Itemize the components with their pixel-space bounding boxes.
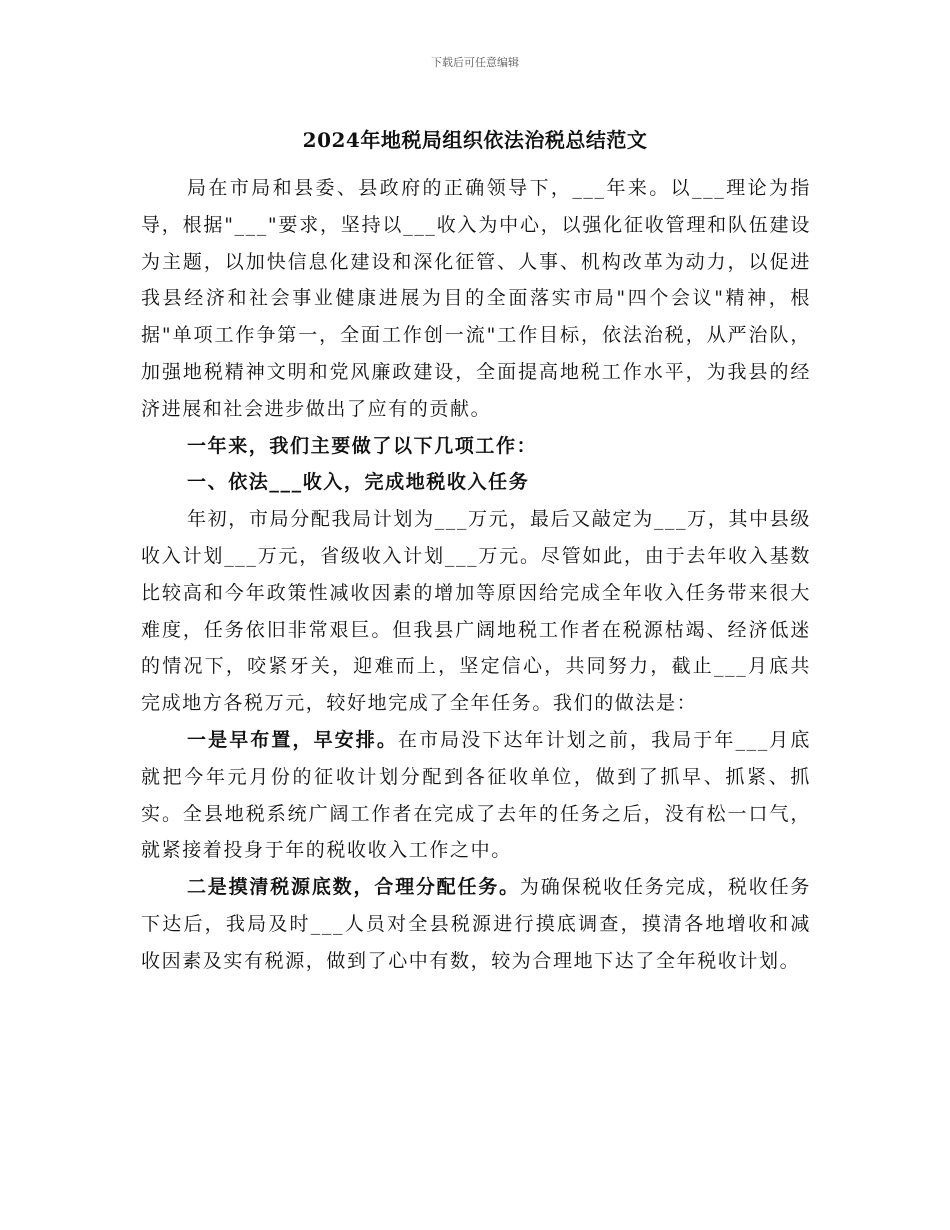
paragraph-revenue: 年初，市局分配我局计划为___万元，最后又敲定为___万，其中县级收入计划___万元，省级收入计划___万元。尽管如此，由于去年收入基数比较高和今年政策性减收因素的增加等原因给完成全年收入任务带来很大难度，任务依旧非常艰巨。但我县广阔地税工作者在税源枯竭、经济低迷的情况下，咬紧牙关，迎难而上，坚定信心，共同努力，截止___月底共完成地方各税万元，较好地完成了全年任务。我们的做法是： <box>141 508 811 715</box>
paragraph-early-planning <box>141 722 811 869</box>
paragraph-intro: 局在市局和县委、县政府的正确领导下，___年来。以___理论为指导，根据"___"要求，坚持以___收入为中心，以强化征收管理和队伍建设为主题，以加快信息化建设和深化征管、人事、机构改革为动力，以促进我县经济和社会事业健康进展为目的全面落实市局"四个会议"精神，根据"单项工作争第一，全面工作创一流"工作目标，依法治税，从严治队，加强地税精神文明和党风廉政建设，全面提高地税工作水平，为我县的经济进展和社会进步做出了应有的贡献。 <box>141 177 811 420</box>
paragraph-lead-1: 一是早布置，早安排。 <box>187 728 398 751</box>
document-title: 2024年地税局组织依法治税总结范文 <box>302 128 648 152</box>
paragraph-body-1: 在市局没下达年计划之前，我局于年___月底就把今年元月份的征收计划分配到各征收单位，做到了抓早、抓紧、抓实。全县地税系统广阔工作者在完成了去年的任务之后，没有松一口气，就紧接着投身于年的税收收入工作之中。 <box>141 728 811 862</box>
summary-heading: 一年来，我们主要做了以下几项工作： <box>187 434 538 457</box>
paragraph-body-2: 为确保税收任务完成，税收任务下达后，我局及时___人员对全县税源进行摸底调查，摸清各地增收和减收因素及实有税源，做到了心中有数，较为合理地下达了全年税收计划。 <box>141 876 811 972</box>
paragraph-tax-source <box>141 869 811 979</box>
paragraph-lead-2: 二是摸清税源底数，合理分配任务。 <box>187 876 520 899</box>
document-body <box>141 170 811 980</box>
section-heading-1: 一、依法___收入，完成地税收入任务 <box>187 471 530 494</box>
header-note: 下载后可任意编辑 <box>431 56 519 69</box>
